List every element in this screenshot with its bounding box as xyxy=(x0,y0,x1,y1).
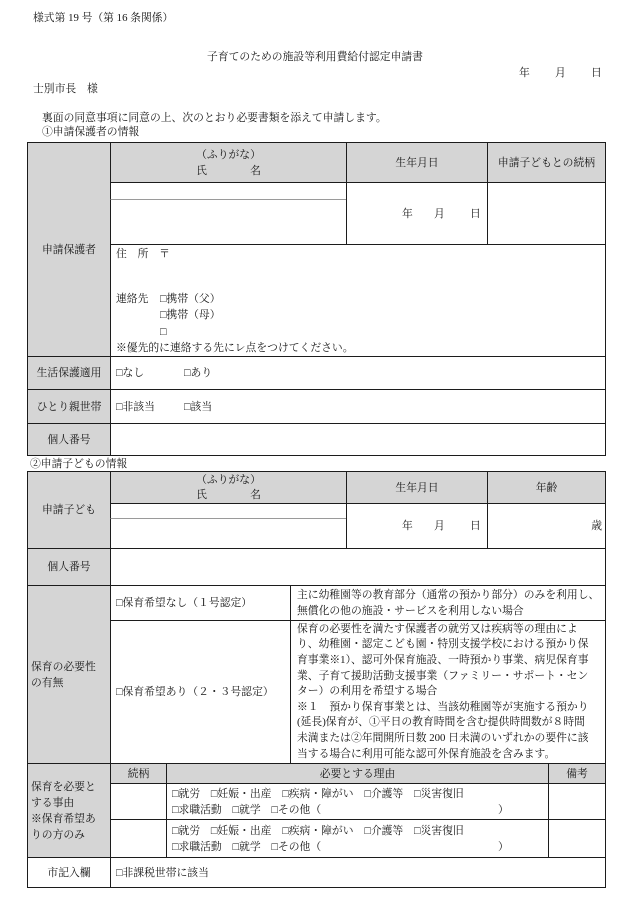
childcare-yes-description-line: 当する場合に利用可能な認可外保育施設を含みます。 xyxy=(297,747,556,760)
childcare-no-option: □保育希望なし（１号認定） xyxy=(116,597,253,609)
childcare-yes-description-line: 育事業※1）、認可外保育施設、一時預かり事業、病児保育事 xyxy=(297,654,589,667)
city-use-field xyxy=(110,857,606,888)
single-parent-options-cell xyxy=(110,389,606,424)
childcare-yes-description-line: (延長)保育が、①平日の教育時間を含む提供時間数が８時間 xyxy=(297,716,585,729)
care-reasons-label-line: りの方のみ xyxy=(31,828,85,841)
guardian-relation-header xyxy=(487,142,606,183)
care-reasons-relation-header xyxy=(110,763,167,784)
addressee: 士別市長 様 xyxy=(33,83,98,95)
child-age-field xyxy=(487,503,606,549)
childcare-yes-description-line: 保育の必要性を満たす保護者の就労又は疾病等の理由によ xyxy=(297,622,578,635)
childcare-no-description-cell xyxy=(290,585,606,621)
guardian-furigana-field xyxy=(110,182,347,200)
care-reasons-reason-header xyxy=(166,763,549,784)
reason-options-line: □就労 □妊娠・出産 □疾病・障がい □介護等 □災害復旧 xyxy=(172,787,464,800)
child-name-header-label: 氏 名 xyxy=(196,488,261,501)
child-individual-number-label-cell xyxy=(27,548,111,586)
care-reasons-label-line: 保育を必要と xyxy=(31,780,96,793)
contact-option-other: □ xyxy=(160,326,167,338)
child-individual-number-label: 個人番号 xyxy=(47,561,91,573)
care-reasons-row-2-remarks xyxy=(548,819,606,858)
dob-header-label: 生年月日 xyxy=(395,156,439,169)
dob-month-label: 月 xyxy=(434,207,445,220)
reason-options-other-text: □求職活動 □就学 □その他（ xyxy=(172,840,322,853)
reason-options-line xyxy=(172,839,509,855)
guardian-address-contact-field xyxy=(110,244,606,357)
child-furigana-header: （ふりがな） xyxy=(196,473,261,486)
childcare-yes-description-line: り、幼稚園・認定こども園・特別支援学校における預かり保 xyxy=(297,638,589,651)
guardian-relation-field xyxy=(487,182,606,245)
child-furigana-field xyxy=(110,503,347,519)
care-reasons-row-1-relation xyxy=(110,783,167,820)
childcare-yes-option-cell xyxy=(110,620,291,764)
child-dob-month-label: 月 xyxy=(434,520,445,532)
date-day-label: 日 xyxy=(591,67,602,79)
date-year-label: 年 xyxy=(519,67,530,79)
form-number: 様式第 19 号（第 16 条関係） xyxy=(33,12,174,24)
care-reasons-row-2-relation xyxy=(110,819,167,858)
childcare-no-description-line: 主に幼稚園等の教育部分（通常の預かり部分）のみを利用し、 xyxy=(297,589,600,601)
reason-options-other-text: □求職活動 □就学 □その他（ xyxy=(172,803,322,816)
reason-other-close-paren: ） xyxy=(498,840,509,853)
guardian-dob-header xyxy=(346,142,488,183)
care-reasons-label-cell xyxy=(27,763,111,858)
child-individual-number-field xyxy=(110,548,606,586)
furigana-header: （ふりがな） xyxy=(196,148,261,161)
address-label: 住 所 〒 xyxy=(116,248,170,260)
childcare-yes-description-cell xyxy=(290,620,606,764)
city-use-label-cell xyxy=(27,857,111,888)
childcare-yes-description-line: 未満または②年間開所日数 200 日未満のいずれかの要件に該 xyxy=(297,731,589,744)
care-reasons-remarks-header xyxy=(548,763,606,784)
welfare-options-cell xyxy=(110,356,606,390)
childcare-yes-description-line: 業、子育て援助活動支援事業（ファミリー・サポート・セン xyxy=(297,669,589,682)
guardian-label: 申請保護者 xyxy=(42,243,96,256)
childcare-need-label-line-2: の有無 xyxy=(31,676,64,689)
non-taxable-household-option: □非課税世帯に該当 xyxy=(116,866,209,879)
child-label: 申請子ども xyxy=(42,504,96,516)
name-header: 氏 名 xyxy=(196,164,261,177)
relation-header-text: 続柄 xyxy=(127,767,150,780)
reason-options-line: □就労 □妊娠・出産 □疾病・障がい □介護等 □災害復旧 xyxy=(172,824,464,837)
childcare-need-label-cell xyxy=(27,585,111,764)
care-reasons-label-line: する事由 xyxy=(31,796,75,809)
remarks-header-text: 備考 xyxy=(566,767,588,780)
care-reasons-row-2-reasons xyxy=(166,819,549,858)
childcare-yes-description-line: ※１ 預かり保育事業とは、当該幼稚園等が実施する預かり xyxy=(297,700,589,713)
care-reasons-label-line: ※保育希望あ xyxy=(31,812,96,825)
care-reasons-row-1-reasons xyxy=(166,783,549,820)
guardian-name-field xyxy=(110,199,347,245)
single-parent-option-yes: □該当 xyxy=(184,400,213,413)
child-age-header xyxy=(487,471,606,504)
relation-header-label: 申請子どもとの続柄 xyxy=(497,156,596,169)
welfare-option-yes: □あり xyxy=(184,367,213,379)
guardian-individual-number-label-cell xyxy=(27,423,111,456)
contact-label: 連絡先 xyxy=(116,293,149,305)
guardian-dob-field xyxy=(346,182,488,245)
childcare-no-description-line: 無償化の他の施設・サービスを利用しない場合 xyxy=(297,605,524,617)
child-dob-header-label: 生年月日 xyxy=(395,481,439,494)
child-dob-day-label: 日 xyxy=(470,520,481,532)
childcare-no-option-cell xyxy=(110,585,291,621)
child-name-field xyxy=(110,518,347,549)
single-parent-label-cell xyxy=(27,389,111,424)
guardian-name-header xyxy=(110,142,347,183)
reason-options-line xyxy=(172,802,509,818)
childcare-need-label-line-1: 保育の必要性 xyxy=(31,660,96,673)
childcare-yes-option: □保育希望あり（２・３号認定） xyxy=(116,686,274,698)
reason-header-text: 必要とする理由 xyxy=(319,767,396,780)
city-use-label: 市記入欄 xyxy=(47,866,91,879)
child-dob-header xyxy=(346,471,488,504)
welfare-option-none: □なし xyxy=(116,367,145,379)
section-heading-guardian: ①申請保護者の情報 xyxy=(42,126,140,138)
section-heading-child: ②申請子どもの情報 xyxy=(30,458,128,470)
contact-option-mother-mobile: □携帯（母） xyxy=(160,309,221,321)
date-month-label: 月 xyxy=(555,67,566,79)
dob-day-label: 日 xyxy=(470,207,481,220)
contact-option-father-mobile: □携帯（父） xyxy=(160,293,221,305)
guardian-individual-number-label: 個人番号 xyxy=(47,433,91,446)
dob-year-label: 年 xyxy=(402,207,413,220)
child-dob-field xyxy=(346,503,488,549)
guardian-individual-number-field xyxy=(110,423,606,456)
child-dob-year-label: 年 xyxy=(402,520,413,532)
child-age-unit: 歳 xyxy=(591,520,602,532)
child-label-cell xyxy=(27,471,111,549)
single-parent-option-no: □非該当 xyxy=(116,400,155,413)
guardian-label-cell xyxy=(27,142,111,357)
form-title: 子育てのための施設等利用費給付認定申請書 xyxy=(207,51,423,63)
welfare-label: 生活保護適用 xyxy=(36,367,102,379)
welfare-label-cell xyxy=(27,356,111,390)
contact-note: ※優先的に連絡する先にレ点をつけてください。 xyxy=(116,342,354,354)
childcare-yes-description-line: ター）の利用を希望する場合 xyxy=(297,685,438,698)
care-reasons-row-1-remarks xyxy=(548,783,606,820)
child-name-header xyxy=(110,471,347,504)
child-age-header-label: 年齢 xyxy=(535,481,558,494)
single-parent-label: ひとり親世帯 xyxy=(36,400,102,413)
reason-other-close-paren: ） xyxy=(498,803,509,816)
intro-text: 裏面の同意事項に同意の上、次のとおり必要書類を添えて申請します。 xyxy=(42,112,387,124)
